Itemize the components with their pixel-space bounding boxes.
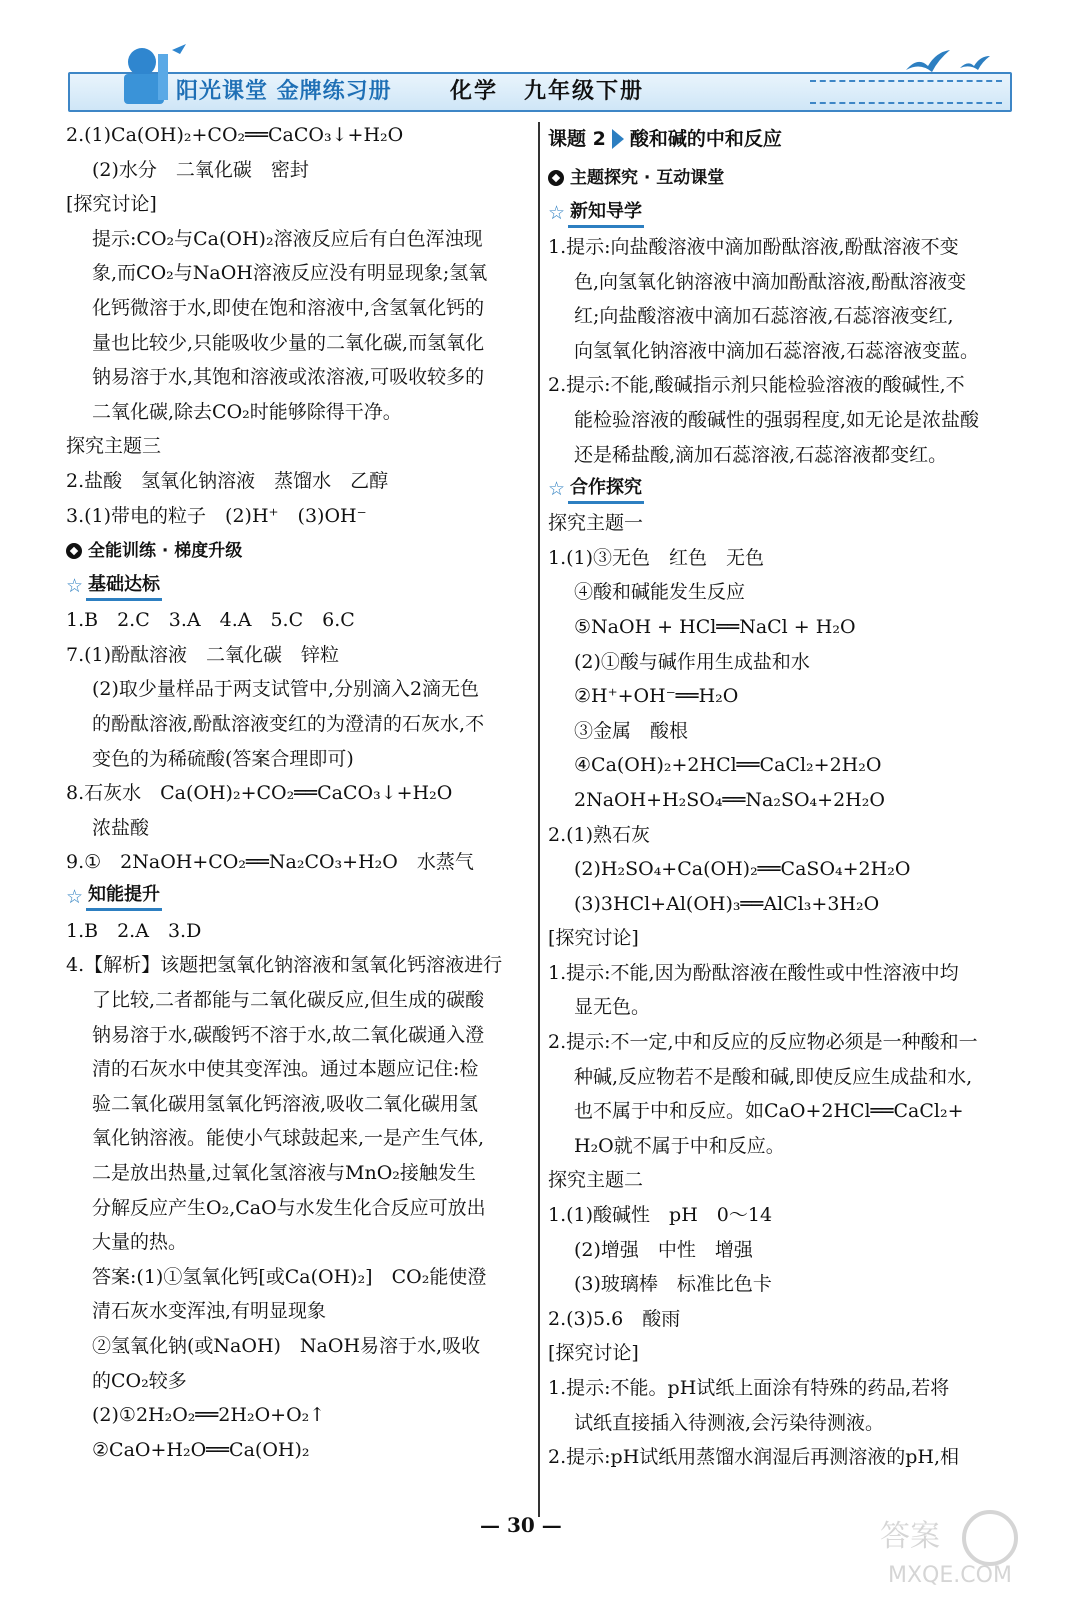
section-heading-explore: 主题探究 · 互动课堂: [548, 160, 1016, 196]
text-line: 能检验溶液的酸碱性的强弱程度,如无论是浓盐酸: [574, 408, 980, 431]
arrow-icon: [612, 129, 624, 149]
right-column: [548, 118, 1016, 1475]
text-line: 提示:CO₂与Ca(OH)₂溶液反应后有白色浑浊现: [92, 227, 483, 250]
text-line: 还是稀盐酸,滴加石蕊溶液,石蕊溶液都变红。: [574, 443, 948, 466]
text-line: ②CaO+H₂O══Ca(OH)₂: [92, 1438, 310, 1461]
text-line: 种碱,反应物若不是酸和碱,即使反应生成盐和水,: [574, 1065, 973, 1088]
text-line: [探究讨论]: [66, 193, 157, 216]
star-icon: ☆: [548, 478, 566, 501]
text-line: 变色的为稀硫酸(答案合理即可): [92, 747, 354, 770]
text-line: 1.B 2.A 3.D: [66, 919, 202, 942]
text-line: 二是放出热量,过氧化氢溶液与MnO₂接触发生: [92, 1162, 476, 1185]
birds-icon: [898, 42, 1008, 78]
text-line: 2.(1)Ca(OH)₂+CO₂══CaCO₃↓+H₂O: [66, 124, 404, 146]
text-line: [探究讨论]: [548, 927, 639, 950]
text-line: 2NaOH+H₂SO₄══Na₂SO₄+2H₂O: [574, 788, 885, 811]
text-line: 2.(3)5.6 酸雨: [548, 1307, 681, 1330]
text-line: 分解反应产生O₂,CaO与水发生化合反应可放出: [92, 1196, 486, 1219]
text-line: 色,向氢氧化钠溶液中滴加酚酞溶液,酚酞溶液变: [574, 270, 967, 293]
text-line: 1.提示:不能。pH试纸上面涂有特殊的药品,若将: [548, 1377, 950, 1399]
left-column: [66, 118, 528, 1467]
column-divider: [538, 122, 540, 1517]
text-line: (2)H₂SO₄+Ca(OH)₂══CaSO₄+2H₂O: [574, 858, 911, 881]
text-line: 浓盐酸: [92, 816, 150, 839]
header-subject: [450, 74, 670, 105]
text-line: (2)取少量样品于两支试管中,分别滴入2滴无色: [92, 678, 480, 701]
text-line: 1.(1)酸碱性 pH 0～14: [548, 1204, 773, 1227]
text-line: 红;向盐酸溶液中滴加石蕊溶液,石蕊溶液变红,: [574, 305, 954, 328]
watermark: [870, 1500, 1030, 1590]
subsection-improve: ☆ 知能提升: [66, 880, 528, 914]
header-grade: 九年级下册: [524, 79, 645, 104]
text-line: H₂O就不属于中和反应。: [574, 1134, 785, 1157]
text-line: 化钙微溶于水,即使在饱和溶液中,含氢氧化钙的: [92, 296, 485, 319]
text-line: 二氧化碳,除去CO₂时能够除得干净。: [92, 400, 402, 423]
text-line: 2.盐酸 氢氧化钠溶液 蒸馏水 乙醇: [66, 469, 389, 492]
text-line: 验二氧化碳用氢氧化钙溶液,吸收二氧化碳用氢: [92, 1092, 479, 1115]
page-number: — 30 —: [480, 1513, 562, 1537]
text-line: 钠易溶于水,碳酸钙不溶于水,故二氧化碳通入澄: [92, 1023, 485, 1046]
text-line: 显无色。: [574, 996, 651, 1019]
watermark-logo-icon: [870, 1500, 1030, 1590]
text-line: ④Ca(OH)₂+2HCl══CaCl₂+2H₂O: [574, 754, 882, 777]
text-line: 清石灰水变浑浊,有明显现象: [92, 1300, 327, 1323]
svg-text:答案: 答案: [880, 1519, 940, 1554]
star-icon: ☆: [66, 885, 84, 908]
text-line: 2.(1)熟石灰: [548, 823, 651, 846]
text-line: 探究主题一: [548, 512, 644, 535]
lesson-title: [548, 118, 1016, 160]
star-icon: ☆: [548, 202, 566, 224]
section-heading-training: 全能训练 · 梯度升级: [66, 533, 528, 569]
text-line: [探究讨论]: [548, 1342, 639, 1365]
text-line: 大量的热。: [92, 1231, 188, 1254]
subsection-cooperate: ☆ 合作探究: [548, 472, 1016, 506]
text-line: (2)①酸与碱作用生成盐和水: [574, 650, 810, 673]
text-line: 2.提示:不一定,中和反应的反应物必须是一种酸和一: [548, 1031, 978, 1054]
text-line: ②氢氧化钠(或NaOH) NaOH易溶于水,吸收: [92, 1335, 481, 1357]
text-line: 2.提示:不能,酸碱指示剂只能检验溶液的酸碱性,不: [548, 374, 965, 397]
subsection-basic: ☆ 基础达标: [66, 569, 528, 603]
text-line: 氧化钠溶液。能使小气球鼓起来,一是产生气体,: [92, 1127, 485, 1150]
text-line: (2)①2H₂O₂══2H₂O+O₂↑: [92, 1404, 326, 1427]
lesson-title-text: 酸和碱的中和反应: [629, 128, 782, 150]
svg-text:MXQE.COM: MXQE.COM: [888, 1563, 1012, 1588]
text-line: 1.提示:不能,因为酚酞溶液在酸性或中性溶液中均: [548, 961, 959, 984]
text-line: 1.B 2.C 3.A 4.A 5.C 6.C: [66, 609, 355, 632]
text-line: 的酚酞溶液,酚酞溶液变红的为澄清的石灰水,不: [92, 712, 485, 735]
text-line: ③金属 酸根: [574, 719, 689, 742]
text-line: (3)玻璃棒 标准比色卡: [574, 1273, 772, 1296]
text-line: 了比较,二者都能与二氧化碳反应,但生成的碳酸: [92, 989, 485, 1012]
text-line: (2)增强 中性 增强: [574, 1238, 753, 1261]
text-line: 1.提示:向盐酸溶液中滴加酚酞溶液,酚酞溶液不变: [548, 236, 959, 258]
text-line: 探究主题二: [548, 1169, 644, 1192]
diamond-icon: [548, 170, 564, 186]
text-line: 象,而CO₂与NaOH溶液反应没有明显现象;氢氧: [92, 262, 488, 285]
header-brand: 阳光课堂 金牌练习册: [176, 79, 392, 104]
diamond-icon: [66, 543, 82, 559]
text-line: 探究主题三: [66, 435, 162, 458]
text-line: 7.(1)酚酞溶液 二氧化碳 锌粒: [66, 643, 340, 666]
lesson-tag: 课题 2: [548, 128, 606, 150]
text-line: 清的石灰水中使其变浑浊。通过本题应记住:检: [92, 1058, 479, 1081]
text-line: ④酸和碱能发生反应: [574, 581, 746, 604]
text-line: ⑤NaOH + HCl══NaCl + H₂O: [574, 615, 856, 638]
text-line: (3)3HCl+Al(OH)₃══AlCl₃+3H₂O: [574, 892, 880, 915]
text-line: 2.提示:pH试纸用蒸馏水润湿后再测溶液的pH,相: [548, 1446, 960, 1469]
text-line: 钠易溶于水,其饱和溶液或浓溶液,可吸收较多的: [92, 366, 485, 389]
text-line: 试纸直接插入待测液,会污染待测液。: [574, 1411, 885, 1434]
text-line: 8.石灰水 Ca(OH)₂+CO₂══CaCO₃↓+H₂O: [66, 782, 453, 805]
text-line: 的CO₂较多: [92, 1369, 187, 1392]
text-line: (2)水分 二氧化碳 密封: [92, 158, 309, 181]
text-line: 1.(1)③无色 红色 无色: [548, 546, 765, 569]
text-line: 9.① 2NaOH+CO₂══Na₂CO₃+H₂O 水蒸气: [66, 851, 474, 874]
text-line: ②H⁺+OH⁻══H₂O: [574, 685, 739, 708]
header-subject-name: 化学: [450, 79, 499, 104]
text-line: 也不属于中和反应。如CaO+2HCl══CaCl₂+: [574, 1100, 964, 1123]
text-line: 答案:(1)①氢氧化钙[或Ca(OH)₂] CO₂能使澄: [92, 1265, 487, 1288]
text-line: 3.(1)带电的粒子 (2)H⁺ (3)OH⁻: [66, 504, 367, 527]
text-line: 向氢氧化钠溶液中滴加石蕊溶液,石蕊溶液变蓝。: [574, 339, 980, 362]
subsection-new-knowledge: ☆ 新知导学: [548, 196, 1016, 230]
star-icon: ☆: [66, 575, 84, 598]
text-line: 量也比较少,只能吸收少量的二氧化碳,而氢氧化: [92, 331, 485, 354]
page-header: [60, 40, 1010, 118]
text-line: 4.【解析】该题把氢氧化钠溶液和氢氧化钙溶液进行: [66, 954, 503, 977]
